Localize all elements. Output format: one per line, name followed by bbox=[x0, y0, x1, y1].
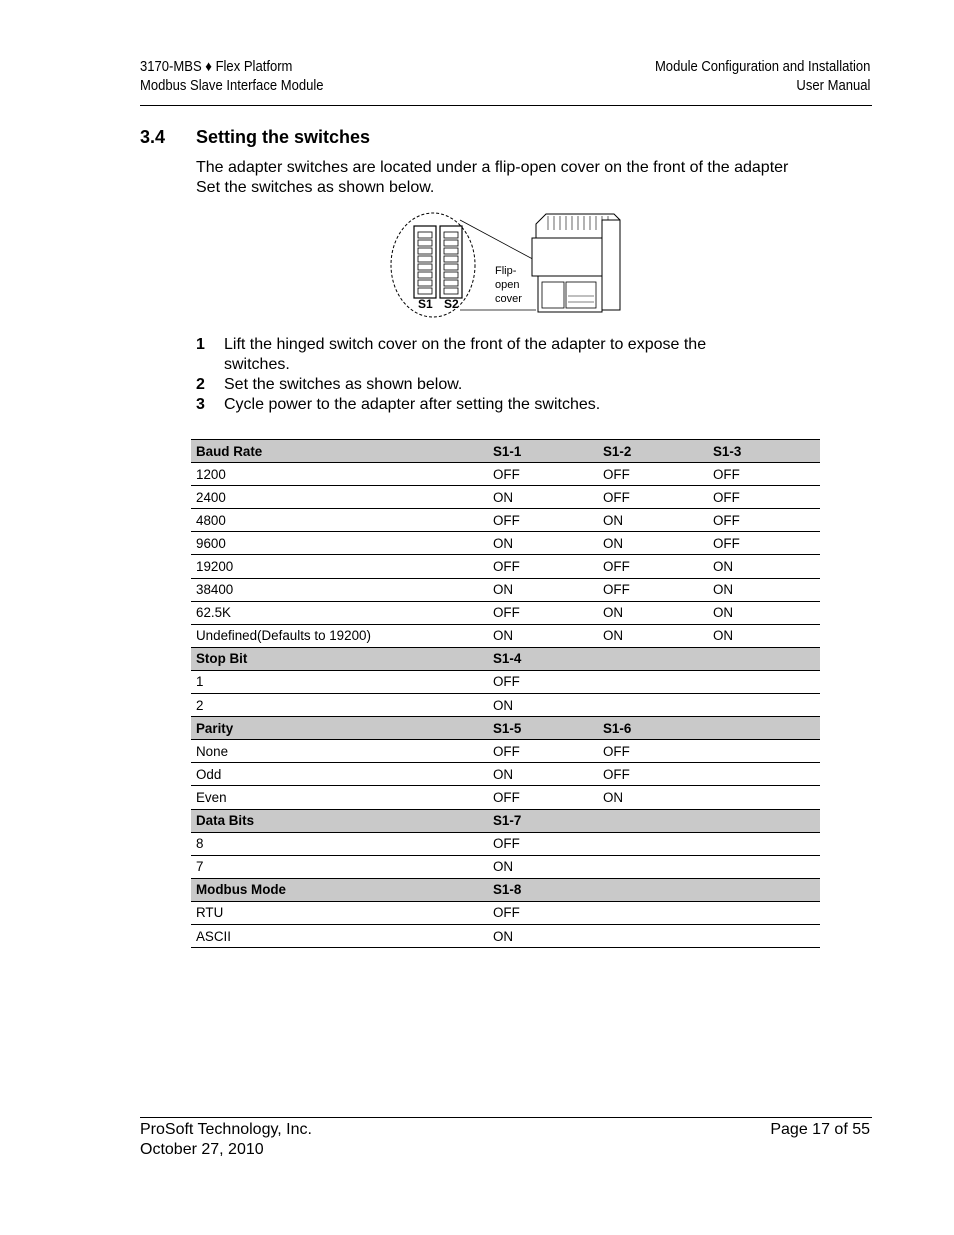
cover-label: cover bbox=[495, 293, 522, 305]
running-header-right bbox=[655, 58, 870, 96]
table-header-row-stop-bit bbox=[191, 647, 820, 670]
table-cell: OFF bbox=[708, 532, 820, 555]
table-header-row-parity bbox=[191, 717, 820, 740]
table-cell: OFF bbox=[708, 463, 820, 486]
table-cell: Undefined(Defaults to 19200) bbox=[191, 624, 488, 647]
table-cell: OFF bbox=[488, 786, 598, 809]
table-row bbox=[191, 670, 820, 693]
table-cell: OFF bbox=[708, 509, 820, 532]
table-cell: 62.5K bbox=[191, 601, 488, 624]
table-row bbox=[191, 578, 820, 601]
s1-label: S1 bbox=[418, 297, 433, 311]
header-cell: S1-4 bbox=[488, 647, 598, 670]
table-cell: ON bbox=[598, 601, 708, 624]
table-cell: ON bbox=[488, 855, 598, 878]
step-text: Cycle power to the adapter after setting the switches. bbox=[224, 396, 601, 413]
table-cell: OFF bbox=[488, 901, 598, 924]
header-doc-type: User Manual bbox=[796, 78, 870, 94]
header-product: 3170-MBS ♦ Flex Platform bbox=[140, 59, 293, 75]
step-number: 1 bbox=[196, 336, 205, 353]
intro-paragraph: The adapter switches are located under a flip-open cover on the front of the adapter Set the switches as shown below. bbox=[196, 159, 789, 196]
section-number: 3.4 bbox=[140, 127, 166, 147]
table-cell: OFF bbox=[598, 555, 708, 578]
table-cell bbox=[708, 694, 820, 717]
table-cell: OFF bbox=[708, 486, 820, 509]
table-cell: ON bbox=[488, 578, 598, 601]
table-row bbox=[191, 924, 820, 947]
header-cell: S1-6 bbox=[598, 717, 708, 740]
header-cell: S1-5 bbox=[488, 717, 598, 740]
table-row bbox=[191, 740, 820, 763]
table-cell: OFF bbox=[488, 832, 598, 855]
switch-location-figure bbox=[388, 210, 634, 320]
table-row bbox=[191, 901, 820, 924]
table-cell: ON bbox=[708, 578, 820, 601]
header-cell: Data Bits bbox=[191, 809, 488, 832]
table-row bbox=[191, 694, 820, 717]
step-number: 2 bbox=[196, 376, 205, 393]
adapter-switch-illustration bbox=[388, 210, 634, 320]
table-cell: ON bbox=[708, 601, 820, 624]
table-cell: RTU bbox=[191, 901, 488, 924]
step-item bbox=[196, 335, 776, 375]
header-cell: Modbus Mode bbox=[191, 878, 488, 901]
table-cell: ON bbox=[488, 486, 598, 509]
header-cell bbox=[598, 878, 708, 901]
table-cell: ON bbox=[708, 555, 820, 578]
adapter-body bbox=[532, 214, 620, 312]
table-row bbox=[191, 832, 820, 855]
table-cell: ON bbox=[598, 624, 708, 647]
header-cell: Stop Bit bbox=[191, 647, 488, 670]
table-cell: 2400 bbox=[191, 486, 488, 509]
header-divider bbox=[140, 105, 872, 106]
table-cell bbox=[598, 855, 708, 878]
table-cell: ON bbox=[598, 509, 708, 532]
table-cell bbox=[708, 786, 820, 809]
table-row bbox=[191, 624, 820, 647]
table-cell: OFF bbox=[488, 555, 598, 578]
step-item bbox=[196, 395, 776, 415]
table-cell: OFF bbox=[598, 578, 708, 601]
header-cell: S1-3 bbox=[708, 440, 820, 463]
table-cell: Odd bbox=[191, 763, 488, 786]
header-cell bbox=[708, 717, 820, 740]
table-cell: ON bbox=[488, 924, 598, 947]
procedure-steps bbox=[196, 335, 776, 415]
table-cell bbox=[708, 670, 820, 693]
header-cell bbox=[708, 647, 820, 670]
flip-label: Flip- bbox=[495, 265, 517, 277]
table-row bbox=[191, 509, 820, 532]
table-cell bbox=[708, 763, 820, 786]
footer-date: October 27, 2010 bbox=[140, 1140, 264, 1158]
table-cell: 38400 bbox=[191, 578, 488, 601]
table-cell: ON bbox=[598, 532, 708, 555]
table-cell: ON bbox=[488, 763, 598, 786]
table-cell bbox=[598, 694, 708, 717]
table-cell: OFF bbox=[488, 509, 598, 532]
table-header-row-baud-rate bbox=[191, 440, 820, 463]
table-cell: ON bbox=[488, 624, 598, 647]
table-cell: Even bbox=[191, 786, 488, 809]
header-cell bbox=[598, 647, 708, 670]
table-cell: 8 bbox=[191, 832, 488, 855]
step-number: 3 bbox=[196, 396, 205, 413]
table-cell: 1 bbox=[191, 670, 488, 693]
table-header-row-modbus-mode bbox=[191, 878, 820, 901]
header-cell bbox=[708, 878, 820, 901]
header-cell bbox=[598, 809, 708, 832]
table-cell: OFF bbox=[598, 763, 708, 786]
s2-label: S2 bbox=[444, 297, 459, 311]
table-row bbox=[191, 463, 820, 486]
step-text: Set the switches as shown below. bbox=[224, 376, 463, 393]
header-cell: Parity bbox=[191, 717, 488, 740]
table-cell: 4800 bbox=[191, 509, 488, 532]
table-cell: 7 bbox=[191, 855, 488, 878]
table-cell bbox=[598, 670, 708, 693]
table-cell: 1200 bbox=[191, 463, 488, 486]
footer-divider bbox=[140, 1117, 872, 1118]
table-cell: ON bbox=[708, 624, 820, 647]
table-row bbox=[191, 855, 820, 878]
table-cell bbox=[708, 832, 820, 855]
header-cell bbox=[708, 809, 820, 832]
header-cell: S1-2 bbox=[598, 440, 708, 463]
table-cell: ON bbox=[598, 786, 708, 809]
table-cell: ON bbox=[488, 694, 598, 717]
table-cell: ASCII bbox=[191, 924, 488, 947]
table-cell: OFF bbox=[488, 601, 598, 624]
switch-settings-table bbox=[191, 439, 820, 948]
table-cell: OFF bbox=[488, 463, 598, 486]
table-header-row-data-bits bbox=[191, 809, 820, 832]
header-cell: Baud Rate bbox=[191, 440, 488, 463]
open-label: open bbox=[495, 279, 520, 291]
table-row bbox=[191, 486, 820, 509]
table-cell: OFF bbox=[488, 740, 598, 763]
footer-left bbox=[140, 1120, 312, 1159]
table-cell bbox=[598, 924, 708, 947]
table-row bbox=[191, 532, 820, 555]
table-cell bbox=[708, 855, 820, 878]
table-row bbox=[191, 555, 820, 578]
table-row bbox=[191, 786, 820, 809]
step-item bbox=[196, 375, 776, 395]
header-cell: S1-8 bbox=[488, 878, 598, 901]
header-module: Modbus Slave Interface Module bbox=[140, 78, 324, 94]
table-cell bbox=[708, 740, 820, 763]
header-cell: S1-7 bbox=[488, 809, 598, 832]
table-cell bbox=[598, 832, 708, 855]
table-cell: OFF bbox=[488, 670, 598, 693]
page-number: Page 17 of 55 bbox=[770, 1121, 870, 1138]
table-row bbox=[191, 601, 820, 624]
footer-company: ProSoft Technology, Inc. bbox=[140, 1121, 312, 1138]
header-chapter: Module Configuration and Installation bbox=[654, 59, 870, 75]
table-cell: None bbox=[191, 740, 488, 763]
table-cell bbox=[708, 901, 820, 924]
running-header-left bbox=[140, 58, 324, 96]
table-cell: 2 bbox=[191, 694, 488, 717]
table-cell: ON bbox=[488, 532, 598, 555]
table-row bbox=[191, 763, 820, 786]
table-cell bbox=[708, 924, 820, 947]
table-cell: OFF bbox=[598, 740, 708, 763]
table-cell: 19200 bbox=[191, 555, 488, 578]
step-text: Lift the hinged switch cover on the front of the adapter to expose the switches. bbox=[224, 336, 707, 373]
table-cell: OFF bbox=[598, 463, 708, 486]
section-title: Setting the switches bbox=[196, 127, 371, 147]
table-cell: OFF bbox=[598, 486, 708, 509]
table-cell: 9600 bbox=[191, 532, 488, 555]
header-cell: S1-1 bbox=[488, 440, 598, 463]
table-cell bbox=[598, 901, 708, 924]
